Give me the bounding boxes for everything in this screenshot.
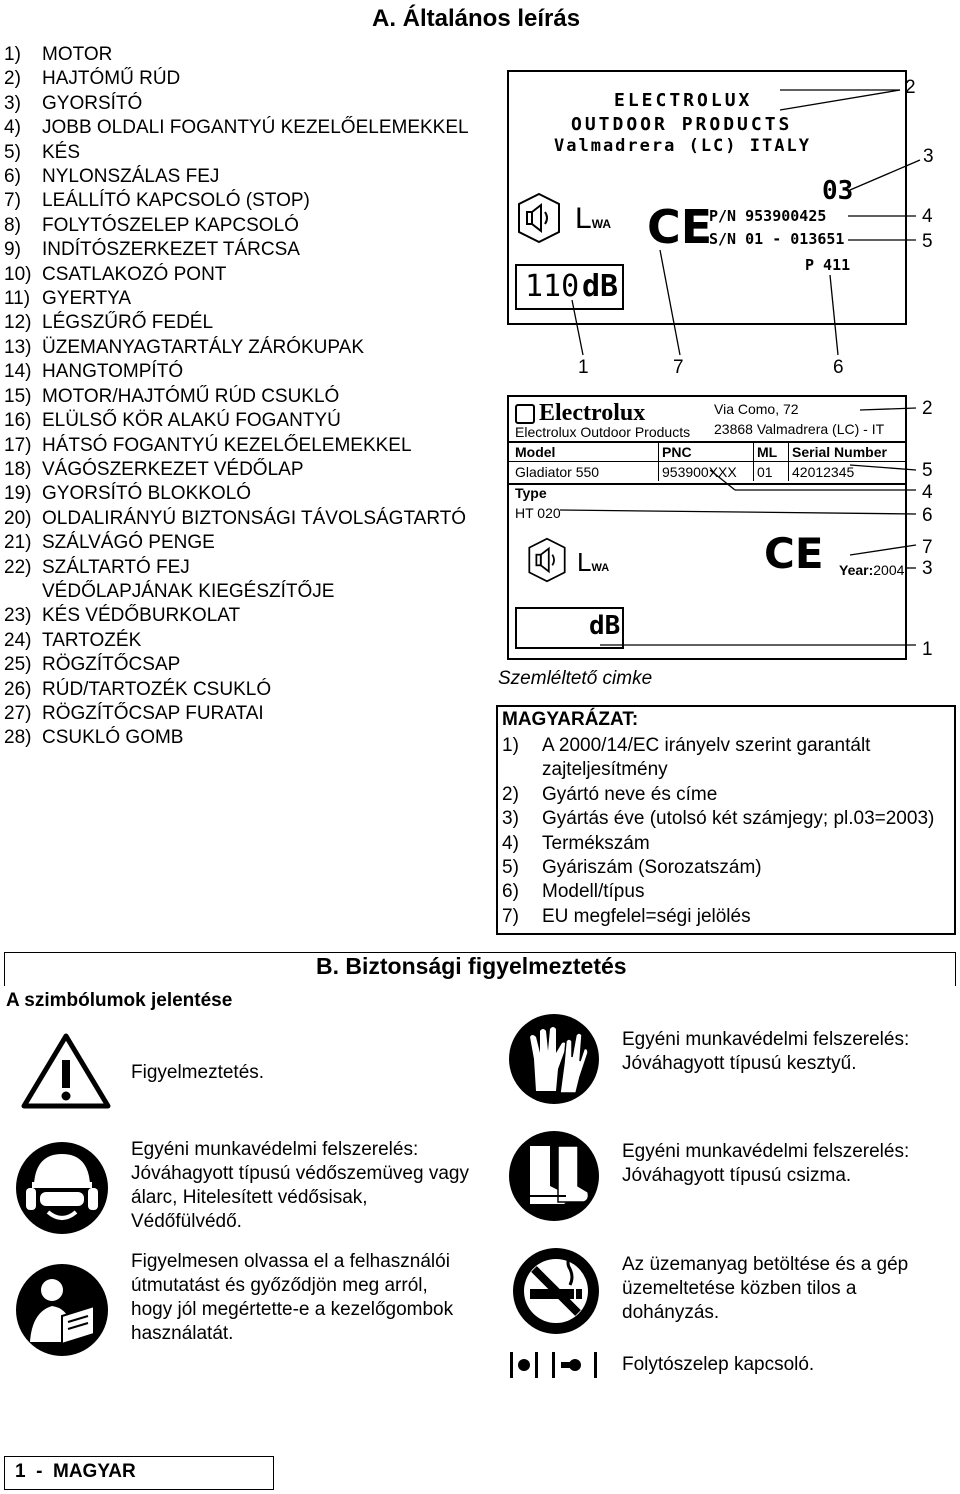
new-callout-7: 7 [922,537,933,558]
legend-item-number: 4) [502,832,519,854]
page-label: 1 - MAGYAR [15,1461,136,1482]
parts-list-label: NYLONSZÁLAS FEJ [42,166,220,188]
callout-1: 1 [578,357,589,378]
section-a-title: A. Általános leírás [372,5,581,32]
parts-list-number: 24) [4,629,32,651]
col-model: Model [515,444,556,460]
callout-3: 3 [923,146,934,167]
parts-list-label: ÜZEMANYAGTARTÁLY ZÁRÓKUPAK [42,336,365,358]
boots-icon [508,1130,600,1227]
legend-item-number: 7) [502,905,519,927]
parts-list-item [4,678,469,702]
db-unit: dB [582,269,619,304]
lwa-subscript-new: WA [591,562,610,574]
legend-list [502,734,950,929]
label-brand: ELECTROLUX [614,90,753,111]
ce-mark: CE [647,200,713,254]
choke-icon [508,1350,600,1385]
parts-list-label: GYORSÍTÓ BLOKKOLÓ [42,483,252,505]
parts-list-number: 20) [4,507,32,529]
parts-list-label: GYERTYA [42,288,132,310]
parts-list-label: FOLYTÓSZELEP KAPCSOLÓ [42,214,299,236]
parts-list-label: KÉS VÉDŐBURKOLAT [42,605,241,627]
legend-item [502,880,950,904]
parts-list-number: 19) [4,483,32,505]
parts-list-number: 4) [4,117,21,139]
read-manual-text: Figyelmesen olvassa el a felhasználói útmutatást és győződjön meg arról, hogy jól megértette-e a kezelőgombok használatát. [131,1251,454,1344]
type-value: HT 020 [515,505,561,521]
legend-item [502,856,950,880]
parts-list-label: MOTOR [42,44,113,65]
warning-text: Figyelmeztetés. [131,1062,265,1083]
legend-item-number: 5) [502,857,519,879]
parts-list-number: 25) [4,654,32,676]
val-pnc: 953900XXX [662,464,737,480]
lwa-letter: L [575,202,592,235]
legend-item-text: Gyártó neve és címe [542,783,718,805]
callout-2: 2 [905,77,916,98]
parts-list-number: 28) [4,727,32,749]
parts-list-number: 1) [4,44,21,65]
legend-item [502,905,950,929]
legend-item [502,807,950,831]
parts-list-number: 7) [4,190,21,212]
label-pn: P/N 953900425 [709,207,827,225]
val-serial: 42012345 [792,464,855,480]
parts-list-label: RÖGZÍTŐCSAP [42,654,181,676]
parts-list-label: RÖGZÍTŐCSAP FURATAI [42,702,264,724]
parts-list-label: ELÜLSŐ KÖR ALAKÚ FOGANTYÚ [42,410,341,432]
legend-box [496,705,956,935]
legend-item-text: Gyártás éve (utolsó két számjegy; pl.03=2003) [542,808,935,830]
parts-list-label: KÉS [42,141,81,163]
val-ml: 01 [757,464,773,480]
legend-title: MAGYARÁZAT: [502,709,639,730]
parts-list-number: 10) [4,263,32,285]
parts-list-label: VÁGÓSZERKEZET VÉDŐLAP [42,458,304,480]
legend-item [502,832,950,856]
parts-list-number: 9) [4,239,21,261]
brand-sub: Electrolux Outdoor Products [515,424,691,440]
parts-list-number: 14) [4,361,32,383]
address-line2: 23868 Valmadrera (LC) - IT [714,421,885,437]
new-callout-1: 1 [922,639,933,660]
new-callout-3: 3 [922,558,933,579]
val-model: Gladiator 550 [515,464,600,480]
new-callout-6: 6 [922,505,933,526]
parts-list-label: INDÍTÓSZERKEZET TÁRCSA [42,239,300,261]
parts-list-label: CSATLAKOZÓ PONT [42,263,227,285]
boots-text: Egyéni munkavédelmi felszerelés: Jóváhagyott típusú csizma. [622,1141,910,1186]
parts-list-number: 15) [4,385,32,407]
parts-list-number: 23) [4,605,32,627]
address-line1: Via Como, 72 [714,401,799,417]
label-p: P 411 [805,256,851,274]
warning-icon [20,1030,112,1115]
year-label: Year: [839,562,874,578]
legend-item-number: 3) [502,808,519,830]
legend-item-number: 1) [502,735,519,756]
parts-list-label: TARTOZÉK [42,629,142,651]
parts-list-number: 26) [4,678,32,700]
parts-list-number: 22) [4,556,32,578]
section-b-title: B. Biztonsági figyelmeztetés [316,953,627,979]
parts-list-label: SZÁLTARTÓ FEJ VÉDŐLAPJÁNAK KIEGÉSZÍTŐJE [42,556,335,602]
db-unit-new: dB [589,611,621,641]
type-label: Type [515,485,547,501]
legend-item-number: 6) [502,881,519,903]
parts-list-number: 11) [4,288,31,310]
col-pnc: PNC [662,444,692,460]
lwa-letter-new: L [577,547,592,577]
callout-5: 5 [922,231,933,252]
col-serial: Serial Number [792,444,887,460]
parts-list-number: 16) [4,410,32,432]
legend-item-text: Termékszám [542,832,650,854]
page-footer [4,1456,274,1490]
label-caption: Szemléltető cimke [498,668,653,689]
parts-list-label: OLDALIRÁNYÚ BIZTONSÁGI TÁVOLSÁGTARTÓ [42,507,467,529]
protective-gear-icon [14,1140,110,1241]
gloves-text: Egyéni munkavédelmi felszerelés: Jóváhagyott típusú kesztyű. [622,1029,910,1074]
new-callout-2: 2 [922,398,933,419]
parts-list-number: 3) [4,92,21,114]
parts-list-number: 13) [4,336,32,358]
parts-list-label: JOBB OLDALI FOGANTYÚ KEZELŐELEMEKKEL [42,117,469,139]
no-smoking-icon [512,1247,600,1340]
new-label-leaders [0,380,960,670]
choke-text: Folytószelep kapcsoló. [622,1354,815,1375]
callout-4: 4 [922,206,933,227]
parts-list-label: HAJTÓMŰ RÚD [42,68,181,90]
new-callout-5: 5 [922,460,933,481]
legend-item-text: Modell/típus [542,881,645,903]
label-year: 03 [822,176,854,206]
parts-list-number: 12) [4,312,32,334]
legend-item [502,734,950,783]
callout-6: 6 [833,357,844,378]
parts-list-number: 18) [4,458,32,480]
gloves-icon [508,1013,600,1110]
read-manual-icon [14,1262,110,1363]
legend-item [502,783,950,807]
parts-list-label: CSUKLÓ GOMB [42,727,184,749]
parts-list-label: LÉGSZŰRŐ FEDÉL [42,312,214,334]
parts-list-label: GYORSÍTÓ [42,92,143,114]
db-value: 110 [525,269,580,304]
legend-item-text: A 2000/14/EC irányelv szerint garantált zajteljesítmény [542,735,871,781]
parts-list-number: 8) [4,214,21,236]
label-sn: S/N 01 - 013651 [709,230,845,248]
callout-7: 7 [673,357,684,378]
label-brand-sub: OUTDOOR PRODUCTS [571,114,793,135]
legend-item-number: 2) [502,783,519,805]
old-label-leaders [0,0,960,400]
parts-list-number: 21) [4,532,32,554]
parts-list-item [4,702,469,726]
label-address: Valmadrera (LC) ITALY [554,136,811,156]
no-smoking-text: Az üzemanyag betöltése és a gép üzemeltetése közben tilos a dohányzás. [622,1254,909,1323]
new-callout-4: 4 [922,482,933,503]
col-ml: ML [757,444,778,460]
legend-item-text: EU megfelel=ségi jelölés [542,905,751,927]
legend-item-text: Gyáriszám (Sorozatszám) [542,857,762,879]
parts-list-number: 17) [4,434,32,456]
brand-name: Electrolux [539,400,646,426]
parts-list-label: RÚD/TARTOZÉK CSUKLÓ [42,678,272,700]
parts-list-label: SZÁLVÁGÓ PENGE [42,532,215,554]
parts-list-label: HÁTSÓ FOGANTYÚ KEZELŐELEMEKKEL [42,434,412,456]
protective-gear-text: Egyéni munkavédelmi felszerelés: Jóváhagyott típusú védőszemüveg vagy álarc, Hitelesített védősisak, Védőfülvédő. [131,1139,469,1232]
parts-list-item [4,726,469,750]
lwa-subscript: WA [591,217,612,231]
parts-list-number: 27) [4,702,32,724]
year-value: 2004 [873,562,905,578]
parts-list-number: 6) [4,166,21,188]
parts-list-label: LEÁLLÍTÓ KAPCSOLÓ (STOP) [42,190,310,212]
parts-list-label: MOTOR/HAJTÓMŰ RÚD CSUKLÓ [42,385,340,407]
parts-list-label: HANGTOMPÍTÓ [42,361,184,383]
symbols-heading: A szimbólumok jelentése [6,990,233,1011]
parts-list-number: 2) [4,68,21,90]
ce-mark-new: CE [764,529,824,578]
parts-list-number: 5) [4,141,21,163]
